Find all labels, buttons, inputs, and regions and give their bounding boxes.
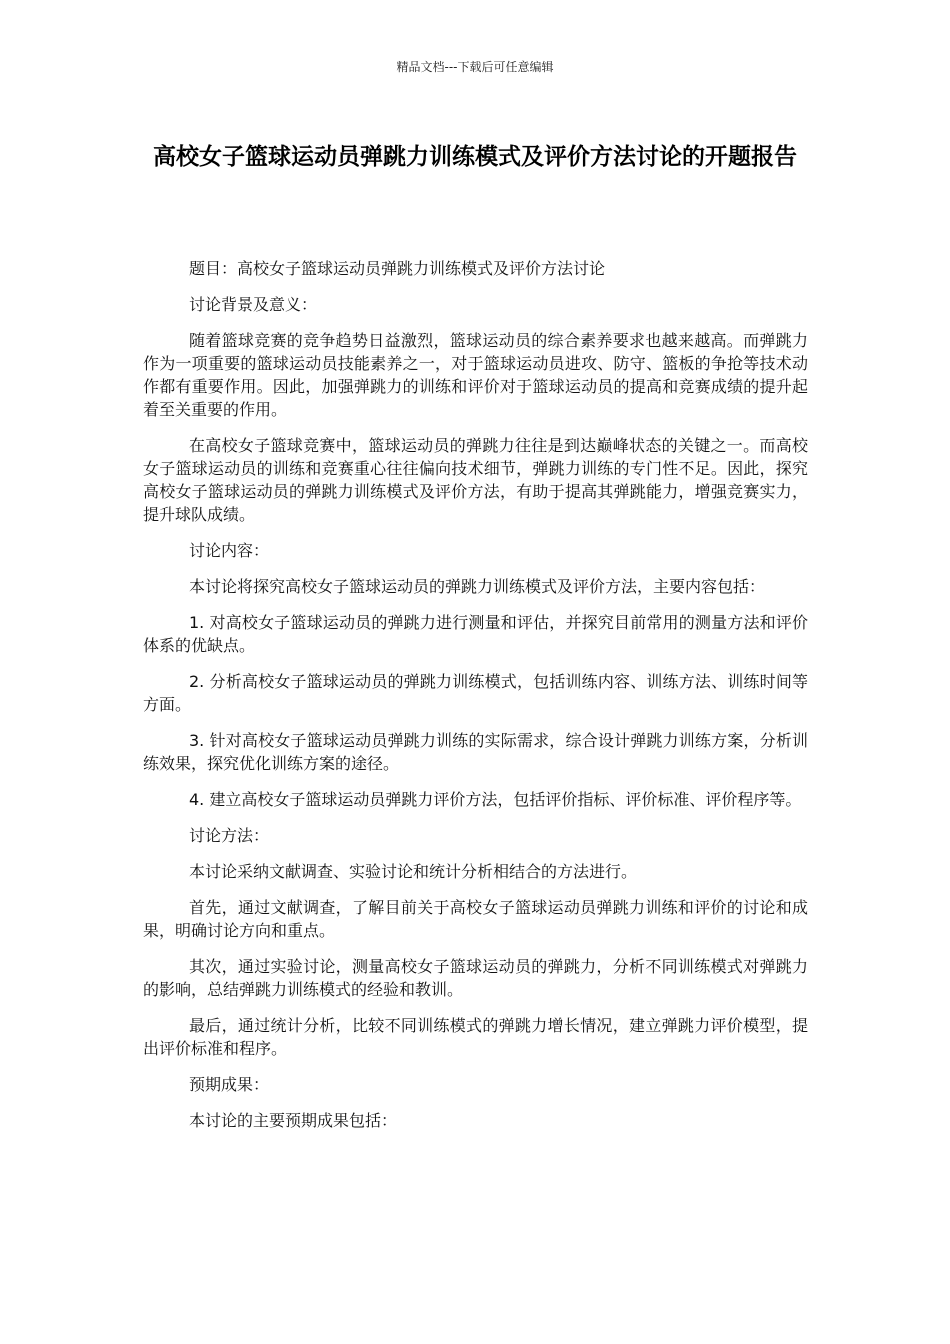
section-heading-content: 讨论内容：: [189, 541, 270, 560]
section-heading-methods: 讨论方法：: [189, 826, 270, 845]
methods-step-3: 最后，通过统计分析，比较不同训练模式的弹跳力增长情况，建立弹跳力评价模型，提出评价标准和程序。: [143, 1016, 808, 1058]
topic-line: 题目：高校女子篮球运动员弹跳力训练模式及评价方法讨论: [189, 259, 606, 278]
content-item-2: 2. 分析高校女子篮球运动员的弹跳力训练模式，包括训练内容、训练方法、训练时间等方面。: [143, 672, 808, 714]
header-note: 精品文档---下载后可任意编辑: [396, 60, 554, 74]
outcomes-intro: 本讨论的主要预期成果包括：: [189, 1111, 398, 1130]
document-body: [143, 257, 808, 1145]
methods-intro: 本讨论采纳文献调查、实验讨论和统计分析相结合的方法进行。: [189, 862, 638, 881]
content-item-1: 1. 对高校女子篮球运动员的弹跳力进行测量和评估，并探究目前常用的测量方法和评价体系的优缺点。: [143, 613, 808, 655]
background-paragraph-1: 随着篮球竞赛的竞争趋势日益激烈，篮球运动员的综合素养要求也越来越高。而弹跳力作为一项重要的篮球运动员技能素养之一，对于篮球运动员进攻、防守、篮板的争抢等技术动作都有重要作用。因此，加强弹跳力的训练和评价对于篮球运动员的提高和竞赛成绩的提升起着至关重要的作用。: [143, 331, 808, 419]
document-title: 高校女子篮球运动员弹跳力训练模式及评价方法讨论的开题报告: [153, 144, 797, 170]
content-intro: 本讨论将探究高校女子篮球运动员的弹跳力训练模式及评价方法，主要内容包括：: [189, 577, 766, 596]
methods-step-1: 首先，通过文献调查，了解目前关于高校女子篮球运动员弹跳力训练和评价的讨论和成果，明确讨论方向和重点。: [143, 898, 808, 940]
content-item-4: 4. 建立高校女子篮球运动员弹跳力评价方法，包括评价指标、评价标准、评价程序等。: [189, 790, 802, 809]
background-paragraph-2: 在高校女子篮球竞赛中，篮球运动员的弹跳力往往是到达巅峰状态的关键之一。而高校女子篮球运动员的训练和竞赛重心往往偏向技术细节，弹跳力训练的专门性不足。因此，探究高校女子篮球运动员的弹跳力训练模式及评价方法，有助于提高其弹跳能力，增强竞赛实力，提升球队成绩。: [143, 436, 808, 524]
section-heading-background: 讨论背景及意义：: [189, 295, 318, 314]
section-heading-outcomes: 预期成果：: [189, 1075, 270, 1094]
content-item-3: 3. 针对高校女子篮球运动员弹跳力训练的实际需求，综合设计弹跳力训练方案，分析训练效果，探究优化训练方案的途径。: [143, 731, 808, 773]
methods-step-2: 其次，通过实验讨论，测量高校女子篮球运动员的弹跳力，分析不同训练模式对弹跳力的影响，总结弹跳力训练模式的经验和教训。: [143, 957, 808, 999]
